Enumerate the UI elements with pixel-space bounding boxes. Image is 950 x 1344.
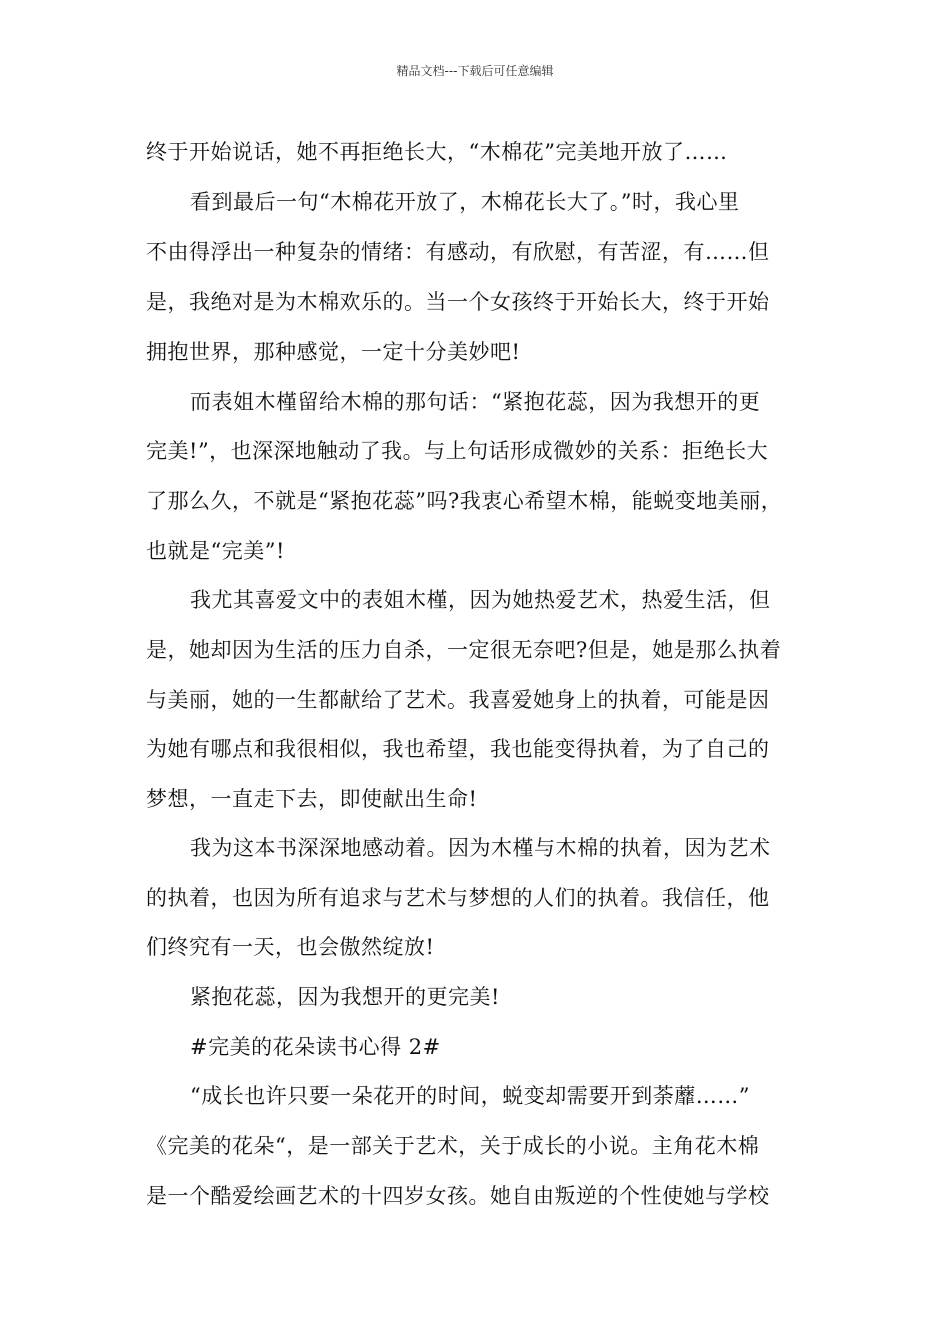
text-line: “成长也许只要一朵花开的时间，蜕变却需要开到荼蘼……” [190,1084,750,1108]
text-line: 完美!”，也深深地触动了我。与上句话形成微妙的关系：拒绝长大 [146,439,769,463]
text-line: 《完美的花朵“，是一部关于艺术，关于成长的小说。主角花木棉 [146,1134,760,1158]
text-line: 的执着，也因为所有追求与艺术与梦想的人们的执着。我信任，他 [146,886,770,910]
text-line: 拥抱世界，那种感觉，一定十分美妙吧! [146,340,521,364]
text-line: 是，我绝对是为木棉欢乐的。当一个女孩终于开始长大，终于开始 [146,290,770,314]
section-heading: #完美的花朵读书心得 2# [190,1035,441,1059]
text-line: 也就是“完美”! [146,539,285,563]
text-line: 们终究有一天，也会傲然绽放! [146,935,435,959]
text-line: 与美丽，她的一生都献给了艺术。我喜爱她身上的执着，可能是因 [146,688,770,712]
text-line: 我尤其喜爱文中的表姐木槿，因为她热爱艺术，热爱生活，但 [190,588,771,612]
text-line: 紧抱花蕊，因为我想开的更完美! [190,985,500,1009]
text-line: 不由得浮出一种复杂的情绪：有感动，有欣慰，有苦涩，有……但 [146,240,770,264]
page-header: 精品文档---下载后可任意编辑 [396,64,554,78]
text-line: 我为这本书深深地感动着。因为木槿与木棉的执着，因为艺术 [190,836,771,860]
text-line: 是，她却因为生活的压力自杀，一定很无奈吧?但是，她是那么执着 [146,638,782,662]
text-line: 了那么久，不就是“紧抱花蕊”吗?我衷心希望木棉，能蜕变地美丽， [146,489,783,513]
text-line: 终于开始说话，她不再拒绝长大，“木棉花”完美地开放了…… [146,140,728,164]
text-line: 是一个酷爱绘画艺术的十四岁女孩。她自由叛逆的个性使她与学校 [146,1184,770,1208]
text-line: 看到最后一句“木棉花开放了，木棉花长大了。”时，我心里 [190,190,740,214]
text-line: 为她有哪点和我很相似，我也希望，我也能变得执着，为了自己的 [146,737,770,761]
text-line: 而表姐木槿留给木棉的那句话：“紧抱花蕊，因为我想开的更 [190,390,761,414]
text-line: 梦想，一直走下去，即使献出生命! [146,787,478,811]
